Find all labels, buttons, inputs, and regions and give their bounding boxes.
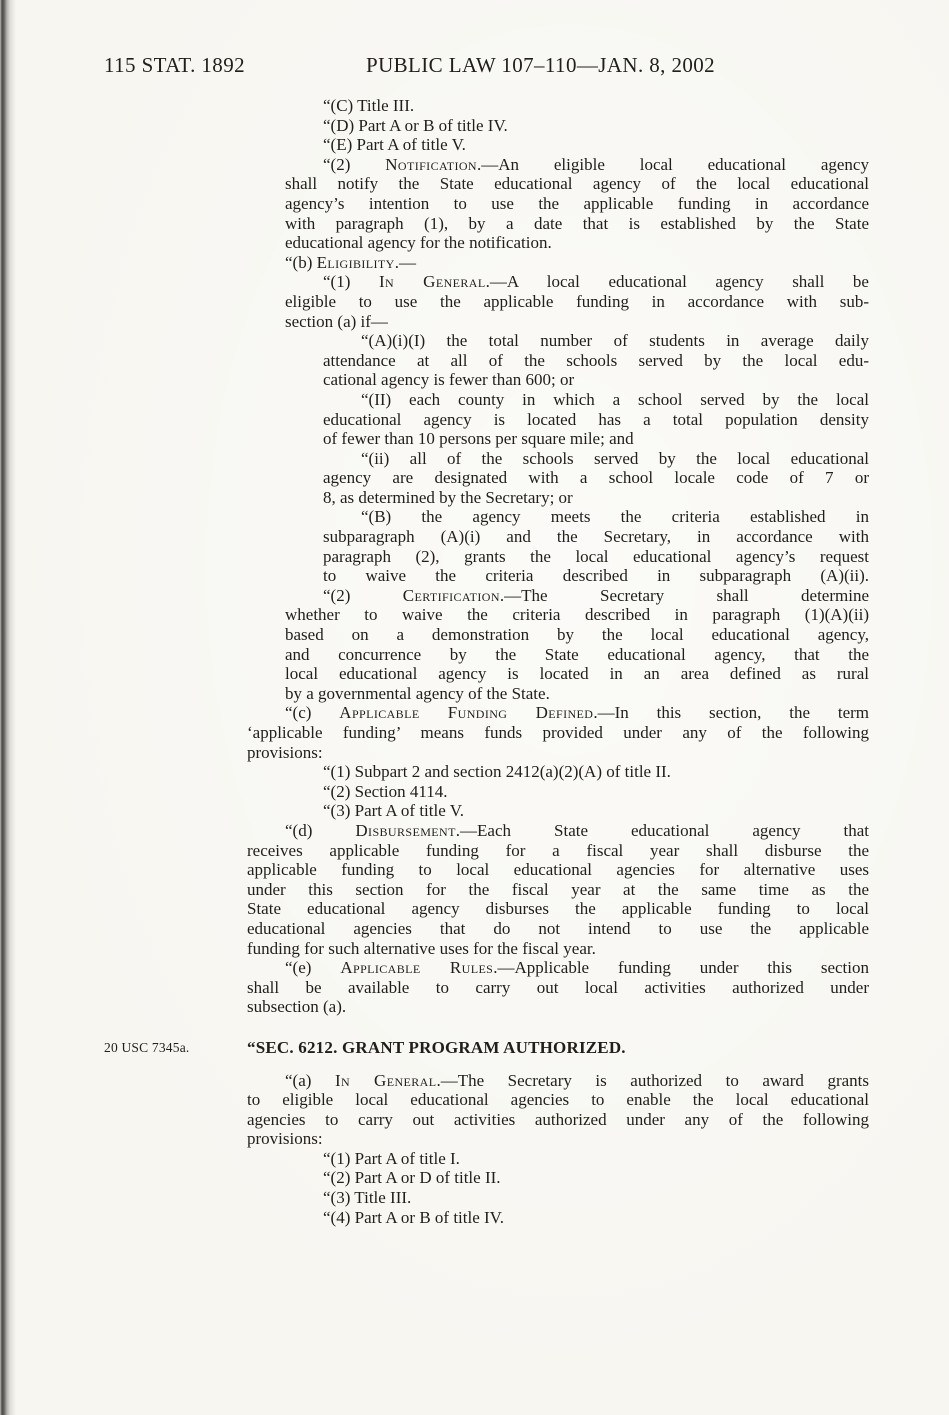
text-line: whether to waive the criteria described in paragraph (1)(A)(ii) — [285, 605, 869, 625]
text-line: “(3) Title III. — [323, 1188, 412, 1208]
statute-paragraph — [247, 1149, 869, 1169]
text-line: “(4) Part A or B of title IV. — [323, 1207, 504, 1227]
text-line: based on a demonstration by the local educational agency, — [285, 625, 869, 645]
statute-paragraph — [247, 1168, 869, 1188]
text-line: agency are designated with a school locale code of 7 or — [323, 468, 869, 488]
statute-paragraph — [247, 155, 869, 253]
text-line: “(a) In General.—The Secretary is authorized to award grants — [285, 1070, 869, 1090]
text-line: agencies to carry out activities authorized under any of the following — [247, 1109, 869, 1129]
text-line: subparagraph (A)(i) and the Secretary, in accordance with — [323, 527, 869, 547]
small-caps-term: In General — [334, 1070, 437, 1090]
text-line: to waive the criteria described in subparagraph (A)(ii). — [323, 566, 869, 586]
text-line: “SEC. 6212. GRANT PROGRAM AUTHORIZED. — [247, 1037, 626, 1057]
public-law-title: PUBLIC LAW 107–110—JAN. 8, 2002 — [366, 53, 716, 77]
statute-paragraph — [247, 801, 869, 821]
statute-paragraph — [247, 1188, 869, 1208]
small-caps-term: In General — [379, 272, 486, 292]
text-line: “(2) Part A or D of title II. — [323, 1168, 501, 1188]
text-line: educational agency is located has a total population density — [323, 409, 869, 429]
text-line: “(b) Eligibility.— — [285, 252, 416, 272]
statute-paragraph — [247, 331, 869, 390]
text-line: subsection (a). — [247, 997, 347, 1017]
text-line: “(D) Part A or B of title IV. — [323, 115, 508, 135]
statute-paragraph — [247, 762, 869, 782]
small-caps-term: Notification — [385, 154, 477, 174]
text-line: “(A)(i)(I) the total number of students in average daily — [361, 331, 869, 351]
text-line: attendance at all of the schools served by the local edu- — [323, 350, 869, 370]
small-caps-term: Applicable Funding Defined — [339, 703, 594, 723]
text-line: and concurrence by the State educational agency, that the — [285, 644, 869, 664]
statute-paragraph — [247, 135, 869, 155]
small-caps-term: Applicable Rules — [340, 958, 494, 978]
text-line: “(2) Notification.—An eligible local educational agency — [323, 154, 869, 174]
text-line: shall be available to carry out local activities authorized under — [247, 977, 869, 997]
statute-paragraph — [247, 782, 869, 802]
statute-paragraph — [247, 821, 869, 958]
small-caps-term: Disbursement — [355, 820, 456, 840]
text-line: applicable funding to local educational agencies for alternative uses — [247, 860, 869, 880]
text-line: section (a) if— — [285, 311, 388, 331]
text-line: State educational agency disburses the applicable funding to local — [247, 899, 869, 919]
statute-paragraph — [247, 116, 869, 136]
statute-paragraph — [247, 586, 869, 704]
text-line: “(c) Applicable Funding Defined.—In this section, the term — [285, 703, 870, 723]
section-heading — [247, 1038, 869, 1058]
text-line: “(e) Applicable Rules.—Applicable funding under this section — [285, 958, 870, 978]
text-line: “(B) the agency meets the criteria established in — [361, 507, 869, 527]
text-line: educational agencies that do not intend to use the applicable — [247, 918, 869, 938]
text-line: of fewer than 10 persons per square mile; and — [323, 429, 634, 449]
text-line: shall notify the State educational agency of the local educational — [285, 174, 869, 194]
text-line: educational agency for the notification. — [285, 233, 552, 253]
text-line: local educational agency is located in an area defined as rural — [285, 664, 869, 684]
text-line: provisions: — [247, 1129, 323, 1149]
text-line: receives applicable funding for a fiscal year shall disburse the — [247, 840, 869, 860]
text-line: under this section for the fiscal year at the same time as the — [247, 879, 869, 899]
small-caps-term: Eligibility — [316, 252, 395, 272]
statute-paragraph — [247, 449, 869, 508]
text-line: ‘applicable funding’ means funds provided under any of the following — [247, 723, 869, 742]
text-line: “(ii) all of the schools served by the local educational — [361, 448, 869, 468]
text-line: “(1) Part A of title I. — [323, 1148, 460, 1168]
text-line: paragraph (2), grants the local educational agency’s request — [323, 546, 869, 566]
statute-paragraph — [247, 958, 869, 1017]
text-line: “(3) Part A of title V. — [323, 801, 465, 821]
text-line: “(E) Part A of title V. — [323, 135, 466, 155]
text-line: agency’s intention to use the applicable funding in accordance — [285, 193, 869, 213]
statute-paragraph — [247, 703, 869, 762]
statute-paragraph — [247, 390, 869, 449]
statute-text — [247, 96, 869, 1227]
statute-paragraph — [247, 253, 869, 273]
text-line: “(1) Subpart 2 and section 2412(a)(2)(A) of title II. — [323, 762, 671, 782]
statute-paragraph — [247, 1208, 869, 1228]
text-line: to eligible local educational agencies to enable the local educational — [247, 1090, 869, 1110]
text-line: “(2) Section 4114. — [323, 781, 448, 801]
statute-paragraph — [247, 272, 869, 331]
text-line: provisions: — [247, 742, 323, 762]
statute-paragraph — [247, 507, 869, 585]
text-line: by a governmental agency of the State. — [285, 683, 550, 703]
scan-binding-edge — [0, 0, 16, 1415]
text-line: eligible to use the applicable funding in accordance with sub- — [285, 291, 869, 311]
text-line: “(II) each county in which a school served by the local — [361, 389, 869, 409]
statute-paragraph — [247, 1071, 869, 1149]
statute-paragraph — [247, 96, 869, 116]
text-line: “(2) Certification.—The Secretary shall determine — [323, 585, 870, 605]
uscode-margin-note: 20 USC 7345a. — [104, 1040, 190, 1055]
text-line: funding for such alternative uses for the fiscal year. — [247, 938, 596, 958]
text-line: cational agency is fewer than 600; or — [323, 370, 575, 390]
text-line: “(C) Title III. — [323, 96, 415, 115]
stat-page-number: 115 STAT. 1892 — [104, 53, 246, 77]
text-line: “(d) Disbursement.—Each State educational agency that — [285, 820, 869, 840]
small-caps-term: Certification — [402, 585, 500, 605]
text-line: with paragraph (1), by a date that is established by the State — [285, 213, 869, 233]
text-line: 8, as determined by the Secretary; or — [323, 487, 573, 507]
text-line: “(1) In General.—A local educational agency shall be — [323, 272, 869, 292]
